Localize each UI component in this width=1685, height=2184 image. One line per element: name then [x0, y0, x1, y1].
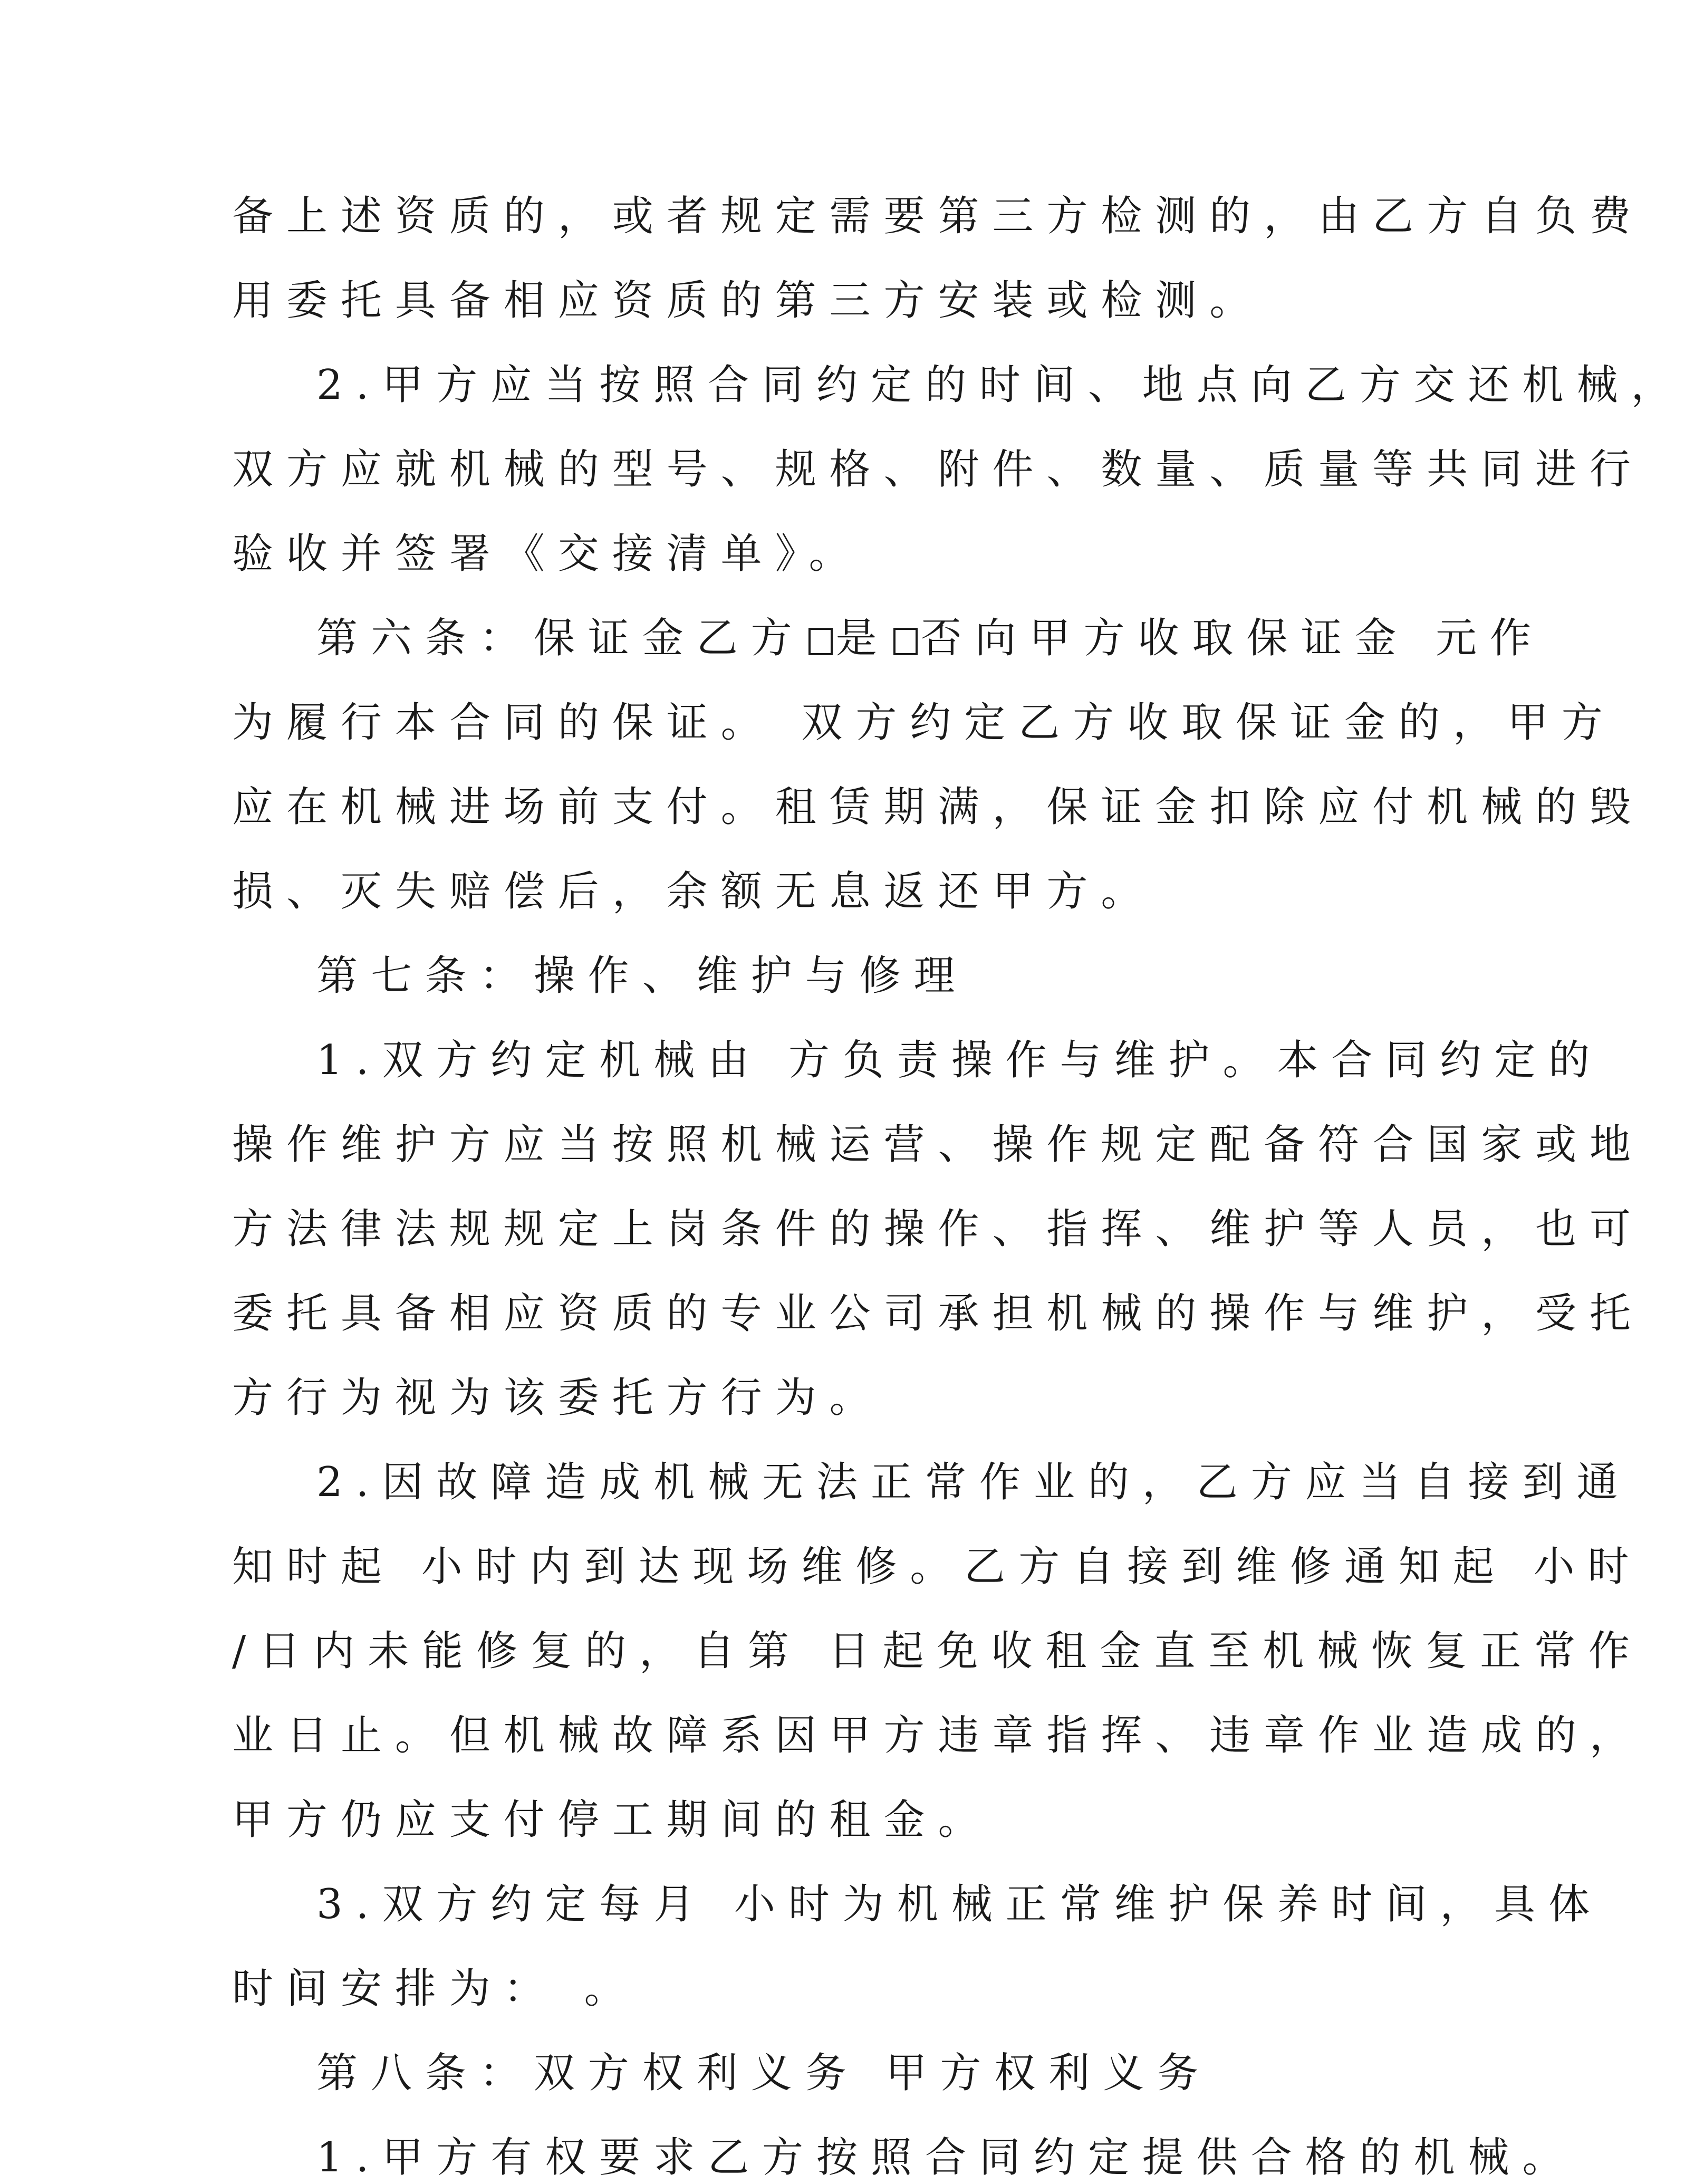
no-checkbox[interactable]	[893, 628, 918, 655]
text-line: 损、灭失赔偿后，余额无息返还甲方。	[232, 868, 1156, 915]
text-line: 甲方仍应支付停工期间的租金。	[232, 1796, 993, 1844]
text-line: 2.因故障造成机械无法正常作业的，乙方应当自接到通	[316, 1459, 1631, 1506]
text-line: 操作维护方应当按照机械运营、操作规定配备符合国家或地	[232, 1121, 1644, 1168]
article-6-label: 第六条：保证金乙方	[316, 615, 805, 662]
article-heading: 第八条：双方权利义务 甲方权利义务	[316, 2049, 1212, 2097]
text-line: 用委托具备相应资质的第三方安装或检测。	[232, 277, 1264, 324]
article-heading: 第七条：操作、维护与修理	[316, 952, 968, 1000]
text-line: 2.甲方应当按照合同约定的时间、地点向乙方交还机械，	[316, 361, 1685, 409]
yes-checkbox[interactable]	[808, 628, 833, 655]
text-line: 1.双方约定机械由 方负责操作与维护。本合同约定的	[316, 1037, 1603, 1084]
text-line: 3.双方约定每月 小时为机械正常维护保养时间，具体	[316, 1881, 1603, 1928]
yes-label: 是	[835, 615, 890, 662]
text-line: /日内未能修复的，自第 日起免收租金直至机械恢复正常作	[232, 1627, 1643, 1675]
text-line: 1.甲方有权要求乙方按照合同约定提供合格的机械。	[316, 2134, 1577, 2181]
no-label: 否向甲方收取保证金 元作	[920, 615, 1544, 662]
text-line: 方法律法规规定上岗条件的操作、指挥、维护等人员，也可	[232, 1205, 1644, 1253]
text-line: 应在机械进场前支付。租赁期满，保证金扣除应付机械的毁	[232, 783, 1644, 831]
text-line: 知时起 小时内到达现场维修。乙方自接到维修通知起 小时	[232, 1543, 1642, 1591]
text-line: 备上述资质的，或者规定需要第三方检测的，由乙方自负费	[232, 193, 1644, 240]
text-line-article-6	[316, 612, 1544, 665]
text-line: 时间安排为： 。	[232, 1965, 639, 2013]
text-line: 为履行本合同的保证。 双方约定乙方收取保证金的，甲方	[232, 699, 1616, 746]
text-line: 方行为视为该委托方行为。	[232, 1374, 884, 1422]
text-line: 委托具备相应资质的专业公司承担机械的操作与维护，受托	[232, 1290, 1644, 1337]
text-line: 业日止。但机械故障系因甲方违章指挥、违章作业造成的，	[232, 1712, 1644, 1759]
text-line: 验收并签署《交接清单》。	[232, 530, 863, 578]
text-line: 双方应就机械的型号、规格、附件、数量、质量等共同进行	[232, 446, 1644, 493]
